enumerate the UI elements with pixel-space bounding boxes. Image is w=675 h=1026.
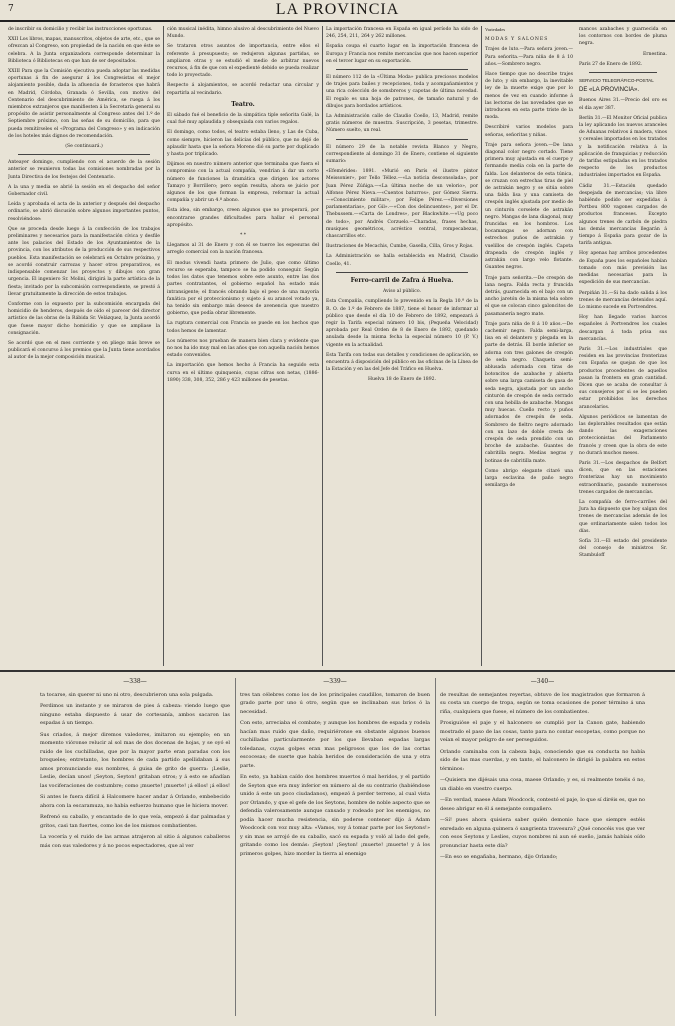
paragraph: Traje para niña de 8 á 10 años.—De cachemir negro. Falda semi-larga, lisa en el delantero y plegada en la parte de detrás. El borde inferior se adorna con tres galones de crespón de seda negro. Chaqueta semi-ablusada adornada con tiras de botoncitos de azabache y abierta sobre una larga camiseta de gasa de seda negra, ajustada por un ancho cinturón de crespón de seda cerrado con una hebilla de azabache. Mangas muy huecas. Cuello recto y puños adornados de crespón de seda. Sombrero de fieltro negro adornado con un lazo de doble cresta de crespón de seda prendido con un broche de azabache. Guantes de cabritilla negra. Medias negras y botinas de cabritilla mate. — [485, 321, 573, 464]
folletin-page-number: —340— — [530, 678, 555, 685]
continued-note: (Se continuará.) — [65, 144, 103, 150]
paragraph: El domingo, como todos, el teatro estaba lleno, y Las de Cuba, como siempre, hicieron las delicias del público, que no dejó de aplaudir hasta que la señora Moreno dió su parte por duplicado y hasta por triplicado. — [167, 130, 319, 158]
paragraph: Hace tiempo que no describe trajes de luto; y sin embargo, la inevitable ley de la muerte exige que por lo menos de vez en cuando informe á las lectoras de las novedades que se introducen en esta parte triste de la moda. — [485, 72, 573, 121]
column-divider — [163, 26, 164, 666]
paragraph: Los números nos prueban de manera bien clara y evidente que no nos ha ido muy mal en las años que con aquella nación hemos estado convenidos. — [167, 338, 319, 359]
paragraph: XXIII Para que la Comisión ejecutiva pueda adoptar las medidas oportunas á fin de asegurar á los Congresistas el mejor alojamiento posible, dada la afluencia de forasteros que habrá en Madrid, Córdoba, Granada ó Sevilla, con motivo del Centenario del descubrimiento de América, se ruega á los miembros extranjeros que manifiesten á la Secretaría general su propósito de asistir personalmente al Congreso antes del 1.º de Septiembre próximo, con las señas de su domicilio, para que pueda remitírseles el «Programa del Congreso» y en indicación de los hoteles más dignos de recomendación. — [8, 69, 160, 139]
paragraph: La importación francesa en España en igual período ha sido de 246, 254, 211, 264 y 262 millones. — [326, 27, 478, 40]
paragraph: —Quisiera me dijésais una cosa, maese Orlando; y es, si realmente tenéis ó no, un diablo en vuestro cuerpo. — [440, 777, 645, 792]
paragraph: Traje para señorita.—De crespón de lana negra. Falda recta y fruncida detrás, guarnecida en el bajo con un ancho jaretón de la misma tela sobre el que se colocan cinco galoncitos de pasamanería negro mate. — [485, 275, 573, 317]
masthead — [0, 0, 675, 22]
paragraph: Leída y aprobada el acta de la anterior y después del despacho ordinario, se abrió discusión sobre algunos importantes puntos, resolviéndose: — [8, 202, 160, 222]
section-rule — [589, 72, 657, 73]
paragraph: La compañía de ferro-carriles del Jura ha dispuesto que hoy salgan dos trenes de mercancías además de los que ordinariamente salen todos los días. — [579, 499, 667, 534]
paragraph: Refrenó su caballo, y encantado de lo que veía, empezó á dar palmadas y gritos, casi tan fuertes, como los de los mismos combatientes. — [40, 814, 230, 829]
paragraph: mancos azabaches y guarnecida en los contornos con bordes de pluma negra. — [579, 27, 667, 47]
paragraph: Esta Tarifa con todas sus detalles y condiciones de aplicación, se encuentra á disposición del público en las oficinas de la Línea de la Estación y en las del Jefe del Tráfico en Huelva. — [326, 352, 478, 373]
paragraph: —En verdad, maese Adam Woodcock, contestó el paje, lo que sí diréis es, que no deseo abrigar en él á semejante compañero. — [440, 797, 645, 812]
paragraph: España coupa el cuarto lugar en la importación francesa de Europa y Francia nos remite mercancías que nos hacen superior en el tercer lugar en su exportación. — [326, 44, 478, 64]
notice-heading: Ferro-carril de Zafra á Huelva. — [350, 276, 454, 284]
paragraph: París 31.—Los despachos de Belfort dicen, que en las estaciones fronterizas hay un movimiento extraordinario, pasando numerosos trenes cargados de mercancías. — [579, 460, 667, 495]
paragraph: El número 112 de la «Última Moda» publica preciosos modelos de trajes para bailes y recepciones, toda y acompañamientos y una rica colección de somsbreros y capotas de última novedad. El regalo es una hoja de patrones, de tamaño natural y de dibujos para bordados artísticos. — [326, 75, 478, 109]
paragraph: Hoy apenas hay arribos procedentes de España pues los españoles habían tomado con más previsión las medidas necesarias para la expedición de sus mercancías. — [579, 251, 667, 286]
section-rule — [336, 69, 468, 70]
paragraph: Prosiguióse el paje y el halconero se cumplió por la Canon gate, habiendo mostrado el paso de las cosas, tanto para no contar escopetas, como porque no veían el mayor peligro de ser perseguidos. — [440, 720, 645, 743]
paragraph: Perdimos un instante y se miraron de pies á cabeza: viendo luego que ninguno estaba dispuesto á usar de cortesanía, ambos sacaron las espadas á un tiempo. — [40, 703, 230, 726]
paragraph: Ilustraciones de Mecachis, Cumbe, Gasella, Cilla, Gros y Rojas. — [326, 244, 474, 250]
section-heading-teatro: Teatro. — [231, 100, 255, 108]
paragraph: Orlando caminaba con la cabeza baja, conociendo que su conducta no había sido de las mas cuerdas, y en tanto, el halconero le dirigió la palabra en estos términos: — [440, 748, 645, 772]
paragraph: Hoy han llegado varios barcos españoles á Portvendres los cuales descargan á toda prisa sus mercancías. — [579, 315, 667, 342]
paragraph: Algunos periódicos se lamentan de las deplorables resultados que están dando las exageraciones proteccionistas del Parlamento francés y creen que la obra de este no durará muchos meses. — [579, 414, 667, 456]
column-4 — [485, 26, 667, 666]
folletin-page-number: —339— — [323, 678, 347, 685]
paragraph: La importación que hemos hecho á Francia ha seguido esta curva en el último quinquenio, cuyas cifras son netas, (1886-1890) 338, 308, 352, 286 y 423 millones de pesetas. — [167, 363, 319, 383]
notice-subheading: Aviso al público. — [383, 289, 421, 295]
column-divider — [481, 26, 482, 666]
paragraph: XXII Los libros, mapas, manuscritos, objetos de arte, etc., que se ofrezcan al Congreso, son propiedad de la nación en que éste se celebra. A la Junta organizadora corresponde determinar la Biblioteca ó Bibliotecas en que han de ser depositados. — [8, 37, 160, 64]
paragraph: «Efemérides: 1891. «Murió en París el ilustre pintor Meissonier», por Tello Téllez.—«La noticia desconsolada», por Juan Pérez Zúñiga.—«La última noche de un velorio», por Alfonso Pérez Nieva.—«Cuentos baturros», por Gómez Sierra.—«Conocimiento militar», por Felipe Pérez.—«Diversiones parlamentarias», por Gil».—«Con dos delincuentes», por el Dr. Thebussem.—«Carta de Londres», por Blackwhite.—«Ug poco de todo», por Andrés Corzuelo.—Charadas, frases hechas, musiques geométricos, acréstico central, rompecabezas, chascarrillos etc. — [326, 169, 478, 240]
column-1 — [8, 26, 160, 666]
paragraph: Anteayer domingo, cumpliendo con el acuerdo de la sesión anterior se reunieron todas las comisiones nombradas por la Junta Directiva de los festejos del Centenario. — [8, 160, 160, 180]
servicio-heading: SERVICIO TELEGRÁFICO-POSTAL — [579, 78, 654, 84]
folletin-page-number: —338— — [123, 678, 147, 685]
servicio-subheading: DE «LA PROVINCIA». — [579, 87, 640, 94]
notice-dateline: Huelva 18 de Enero de 1892. — [367, 377, 437, 383]
variedades-subheading: MODAS Y SALONES — [485, 37, 549, 43]
paragraph: La ruptura comercial con Francia se puede en los hechos que todos hemos de lamentar. — [167, 321, 319, 334]
paragraph: Describiré varios modelos para señoras, señoritas y niñas. — [485, 125, 573, 138]
section-rule — [18, 154, 150, 155]
paragraph: Con esto, arreciaba el combate; y aunque los hombres de espada y rodela hacían mas ruido que daño, requiriéronse en obstante algunos buenos cuchilladas particularmente por los que llevaban espadas largas toledanas, cuyas golpes eran mas peligrosos que los de las cortas escocesas; de suerte que había heridos de consideración de una y otra parte. — [240, 720, 430, 769]
column-2 — [167, 26, 319, 666]
telegraph-block — [579, 26, 667, 563]
paragraph: Esta Compañía, cumpliendo lo prevenido en la Regla 10.ª de la R. O. de 1.º de Febrero de 1887, tiene el honor de informar al público que desde el día 10 de Febrero de 1892, empezará á regir la Tarifa especial número 10 bis, (Pequeña Velocidad) aprobada por Real Orden de 8 de Enero de 1892, quedando anulada desde la misma fecha la especial número 10 (P. V.) vigente en la actualidad. — [326, 299, 478, 348]
paragraph: Traje para señora joven.—De lana diagonal color negro cortado. Tiene primera muy ajustada en el cuerpo y formando media cola en la parte de falda. Los delanteros de esta túnica, se cruzan con estrechas tiras de piel de astrakán negro y se sitúa sobre una falda lisa y una camiseta de crespón inglés ajustada por medio de un cinturón corselete de astrakán negro. Mangas de lana diagonal, muy fruncidas en los hombros. Los bocamangas se adornan con estrechos puños de astrakán y vuelillos de crespón inglés. Capota drapeada de crespón inglés y astrakán con largo velo flotante. Guantes negros. — [485, 142, 573, 271]
column-3 — [326, 26, 478, 666]
page-number: 7 — [8, 4, 14, 14]
paragraph: Que se proceda desde luego á la confección de los trabajos preliminares y necesarios para la manifestación cívica y desfile ante los palacios del Estado de los Ayuntamientos de la provincia, con los atributos de la producción de sus respectivos pueblos. Esta manifestación se celebrará en Octubre próximo, y se acordó construir carrozas y hacer otros preparativos, es indispensable comenzar los proyectos y dibujos con gran urgencia. El ingeniero Sr. Molini, dirigirá la parte artística de la fiesta; invitado por la subcomisión correspondiente, se prestó á llevar gratuitamente la dirección de estos trabajos. — [8, 226, 160, 297]
variedades-block — [485, 26, 573, 563]
paragraph: La Administración calle de Claudio Coello, 13, Madrid, remite gratis números de muestra. Suscripción, 3 pesetas, trimestre. Número suelto, un real. — [326, 114, 478, 134]
paragraph: Trajes de luto.—Para señora joven.—Para señorita.—Para niña de 8 á 10 años.—Sombrero negro. — [485, 47, 573, 67]
paragraph: ción musical inédita, himno alusivo al descubrimiento del Nuevo Mundo. — [167, 27, 319, 40]
paragraph: de resultas de semejantes reyertas, obtuvo de los magistrados que formaron á su costa un cuerpo de tropa, según se toma ocasiones de poner término á una riña, cualquiera que fuese, el número de los combatientes. — [440, 691, 645, 715]
paragraph: —Sí! pues ahora quisiera saber quién demonio hace que siempre estéis enredado en alguna quimera ó sangrienta travesura? ¿Qué conocéis vos que ver con esos Seytons y Leslies, cuyos nombres ni aun sé sueño, jamás habíais oído pronunciar hasta este día? — [440, 817, 645, 849]
paragraph: Se trataron otros asuntos de importancia, entre ellos el referente á presupuesto; se redujeron algunas partidas, se ampliaron otras y se estudió el medio de arbitrar nuevos recursos, á fin de que con el expedienté debido se pueda realizar todo lo proyectado. — [167, 44, 319, 79]
folletin-column-1 — [40, 678, 230, 1018]
paragraph: Perpiñán 31.—Si ha dado salida á los trenes de mercancías detenidos aquí. Lo mismo sucede en Portvendres. — [579, 290, 667, 310]
paragraph: Conforme con lo expuesto por la subcomisión encargada del homicidio de henderos, después de oído el parecer del director artístico de las obras de la Rábida Sr. Velázquez, la Junta acordó que fuese mayor dicho homicidio y que se ampliase la consignación. — [8, 301, 160, 336]
paragraph: Berlín 31.—El Monitor Oficial publica la ley aplicando los nuevos aranceles de Aduanas relativos á madera, vinos y cereales importados en los tratados y la notificación relativa á la aplicación de franquicias y reducción de tarifas estipuladas en los tratados respecto de los productos industriales importados en España. — [579, 115, 667, 179]
paragraph: Llegamos al 31 de Enero y con él se tuerce los espesuras del arreglo comercial con la nación francesa. — [167, 243, 319, 256]
folletin-column-2 — [240, 678, 430, 1018]
section-rule — [336, 272, 468, 273]
column-divider — [235, 678, 236, 1016]
dateline: París 27 de Enero de 1892. — [579, 61, 643, 67]
paragraph: Esta idea, sin embargo, creen algunos que no prosperará, por encontrarse grandes dificultades para hallar el personal apropósito. — [167, 208, 319, 228]
folletin-column-3 — [440, 678, 645, 1018]
paragraph: ta tocarse, sin querer ni uno ni otro, descubrieron una sola pulgada. — [40, 691, 214, 698]
column-divider — [322, 26, 323, 666]
paragraph: El modus vivendi hasta primero de Julio, que como último recurso se esperaba, tampoco se ha podido conseguir. Según todos los datos que tenemos sobre este asunto, entre las dos partes contratantes, el gobierno español ha estado más intransigente; el francés obrando bajo el peso de una mayoría fanática por el proteccionismo y sujeto á su arancel votado ya, ha tenido sin embargo más deseos de avenencia que nuestro gobierno, que podía obrar libremente. — [167, 260, 319, 317]
paragraph: El sábado fué el beneficio de la simpática tiple señorita Galé, la cual fué muy aplaudida y obsequiada con varios regalos. — [167, 113, 319, 126]
paragraph: Sus criados, á mejor diremos valedores, imitaron su ejemplo; en un momento vióronse relucir al sol mas de dos docenas de hojas, y se oyó el ruido de los cuchilladas, que por la mayor parte eran paradas con los broqueles; entretanto, los hombres de cada partido apellidaban á sus amos pronunciando sus nombres, á guisa de grito de guerra: ¡Leslie, Leslie, decían unos! ¡Seyton, Seyton! gritaban otros; y á esto se añadían las vociferaciones de costumbre; como ¡muerte! ¡muerte! ¡á ellos! ¡á ellos! — [40, 731, 230, 789]
paragraph: El número 29 de la notable revista Blanco y Negro, correspondiente al domingo 31 de Enero, contiene el siguiente sumario: — [326, 144, 478, 165]
paragraph: Dijimos en nuestro número anterior que terminaba que fuera el compromiso con la actual compañía, vendrían á dar un corto número de funciones la dramática que dirigen los actores Tamayo y Borrillero; pero según resulta, ahora se juicio por algunos de los que forman la empresa, reformar la actual compañía y abrir un 4.º abono. — [167, 162, 319, 204]
paragraph: tres tan célebres como los de los principales caudillos, tomaron de buen grado parte por uno ú otro, según que se inclinaban sus bríos ó la necesidad. — [240, 691, 430, 715]
newspaper-title: LA PROVINCIA — [275, 1, 400, 18]
paragraph: A la una y media se abrió la sesión en el despacho del señor Gobernador civil. — [8, 184, 160, 198]
paragraph: Buenos Aires 31.—Precio del oro es el día ayer 387. — [579, 98, 667, 111]
column-divider — [435, 678, 436, 1016]
paragraph: París 31.—Los industriales que residen en las provincias fronterizas con España se quejan de que los productos procedentes de aquellos pasan la frontera en gran cantidad. Dicen que se acaba de consultar á sus consejeros por si se les pueden estar prohibidos los derechos arancelarios. — [579, 346, 667, 410]
asterism-separator: * * — [239, 233, 247, 239]
paragraph: Si antes le fuera difícil á Halcomere hacer andar á Orlando, embebecido ahora con la escaramuza, no había esfuerzo humano que le hiciera mover. — [40, 794, 230, 809]
variedades-heading: Variedades — [485, 27, 506, 32]
paragraph: Cádiz 31.—Estación quedado despejada de mercancías; via libre habiéndo podido ser expedidas á Portbou 800 vagones cargados de productos franceses. Excepto algunos trenes de carbón de piedra las demás mercancías llegarán á tiempo á España para gozar de la tarifa antigua. — [579, 183, 667, 247]
paragraph: de inscribir su domicilio y recibir las instrucciones oportunas. — [8, 27, 153, 32]
paragraph: La Administración se halla establecida en Madrid, Claudio Coello, 41. — [326, 254, 478, 267]
section-rule — [336, 139, 468, 140]
paragraph: La vocería y el ruido de las armas atrajeron al sitio á algunos caballeros más con sus valedores y á no pocos espectadores, que al ver — [40, 834, 230, 849]
author-signature: Ernestina. — [642, 51, 667, 57]
paragraph: En esto, ya habían caído dos hombres muertos ó mal heridos, y el partido de Seyton que era muy inferior en número al de su contrario (habiéndose unido á este un poco ciudadanos), empezó á perder terreno, al cual vista por Orlando, y que el gefe de los Seytons, hombre de noble aspecto que se defendía valerosamente aunque cansado y rodeado por los enemigos, no podía hacer mucha resistencia, sin poderse contener dijo á Adam Woodcock con voz muy alta: «Vamos, voy á tomar parte por los Seytons!» y sin mas se arrojó de su caballo, sacó su espada y voló al lado del gefe, gritando como los demás: ¡Seyton! ¡Seyton! ¡muerte! ¡muerte! y á los primeros golpes, hizo morder la tierra al enemigo — [240, 774, 430, 857]
paragraph: Sofía 31.—El estado del presidente del consejo de ministros Sr. Stambuloff — [579, 539, 667, 559]
paragraph: Se acordó que en el mes corriente y en pliego más breve se publicará el concurso á los premios que la Junta tiene acordados al autor de la mejor composición musical. — [8, 340, 160, 361]
folletin-section — [0, 670, 675, 1026]
paragraph: Como abrigo elegante citaré una larga esclavina de paño negro semilarga de — [485, 468, 573, 489]
paragraph: —En eso se engañaba, hermano, dijo Orlando; — [440, 854, 558, 860]
paragraph: Respecto á alojamientos, se acordó redactar una circular y repartirla al vecindario. — [167, 83, 319, 96]
